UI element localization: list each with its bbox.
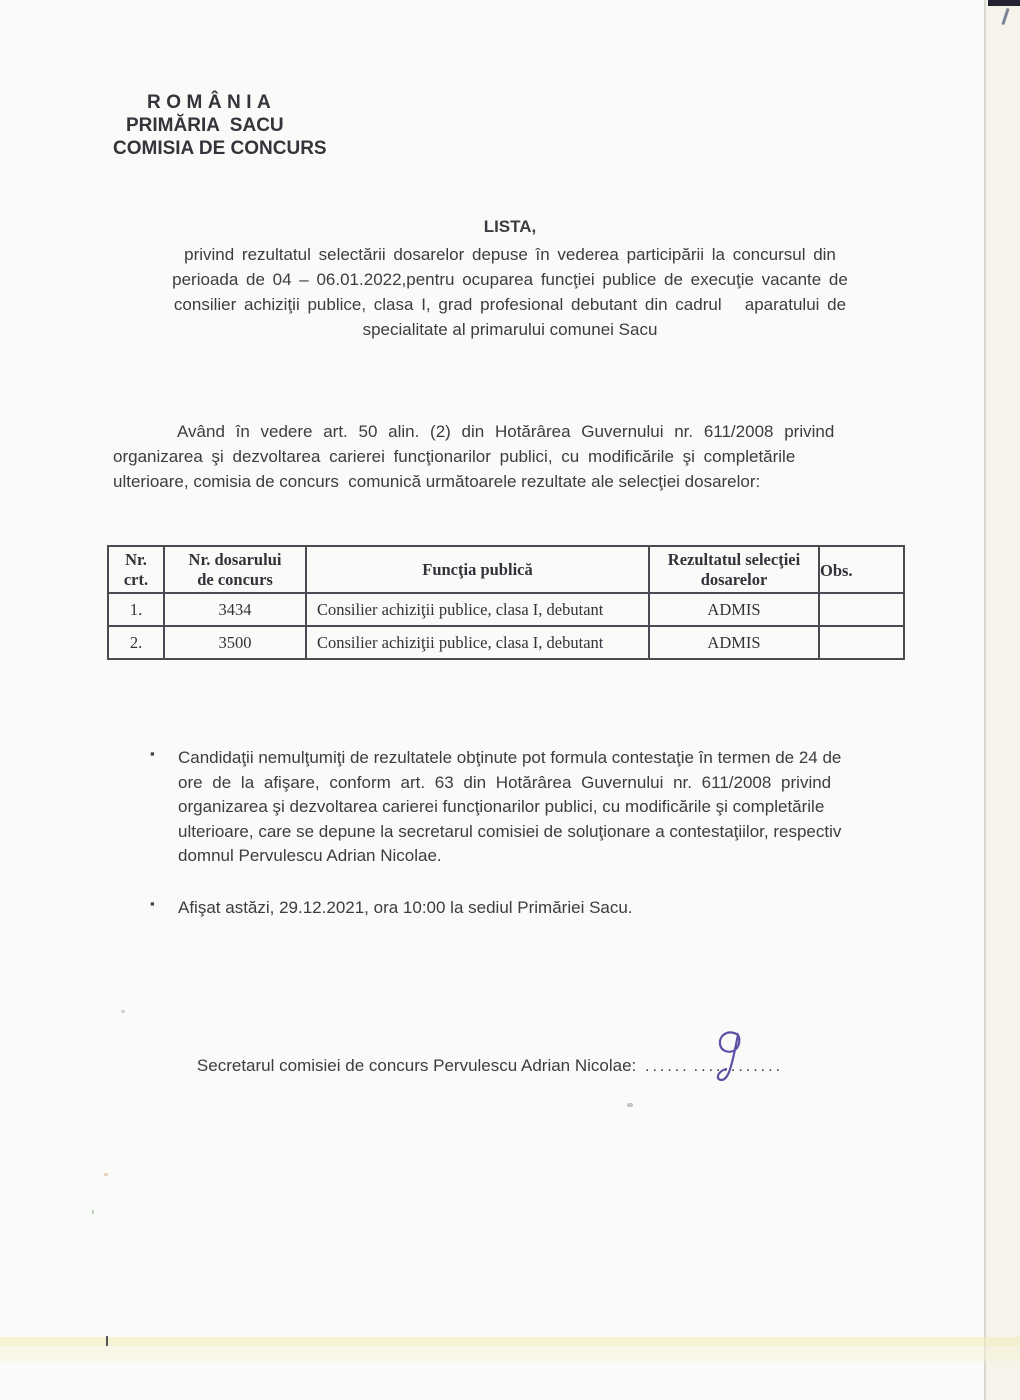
scan-yellow-band (0, 1337, 1020, 1346)
list-title: LISTA, (483, 217, 537, 236)
cell-obs (820, 594, 903, 625)
cell-nr: 2. (109, 627, 165, 658)
cell-nr: 1. (109, 594, 165, 625)
title-line: perioada de 04 – 06.01.2022,pentru ocuparea funcţiei publice de execuţie vacante de (172, 270, 848, 289)
letterhead (113, 91, 327, 160)
title-line: privind rezultatul selectării dosarelor depuse în vederea participării la concursul din (184, 245, 836, 264)
header-cell-functia (307, 547, 650, 592)
scan-page-edge-line (984, 0, 986, 1400)
scan-speck (104, 1173, 108, 1176)
scan-speck (121, 1010, 125, 1013)
header-cell-nr-crt (109, 547, 165, 592)
header-cell-nr-dosar (165, 547, 307, 592)
signature-dotted-line: ............ (693, 1058, 784, 1075)
header-text: Obs. (820, 560, 853, 580)
scan-corner-artifact (988, 0, 1020, 6)
signature-label: Secretarul comisiei de concurs Pervulescu Adrian Nicolae: (196, 1056, 641, 1075)
bullet-line: organizarea şi dezvoltarea carierei funcţionarilor publici, cu modificările şi completările (178, 797, 825, 816)
header-text: Nr. dosarului (188, 549, 282, 569)
header-cell-rezultat (650, 547, 820, 592)
cell-dosar: 3434 (165, 594, 307, 625)
cell-rezultat: ADMIS (650, 594, 820, 625)
signature-ink-icon (712, 1028, 748, 1084)
signature-dotted-line: ...... (645, 1058, 690, 1075)
header-text: de concurs (197, 569, 273, 589)
table-header-row (109, 547, 903, 594)
cell-functia: Consilier achiziţii publice, clasa I, debutant (307, 627, 650, 658)
header-text: dosarelor (700, 569, 768, 589)
table-row (109, 594, 903, 627)
scan-speck (92, 1210, 94, 1214)
bullet-line: ore de la afişare, conform art. 63 din Hotărârea Guvernului nr. 611/2008 privind (178, 772, 832, 792)
title-line: specialitate al primarului comunei Sacu (362, 320, 658, 339)
title-line: consilier achiziţii publice, clasa I, grad profesional debutant din cadrul aparatului de (173, 295, 847, 314)
signature-row (178, 1036, 783, 1116)
bullet-square-icon: ▪ (150, 896, 155, 911)
header-text: Rezultatul selecţiei (667, 549, 801, 569)
scan-edge-strip (986, 0, 1020, 1400)
header-text: Funcţia publică (422, 559, 533, 579)
country-name: ROMÂNIA (147, 92, 277, 113)
scan-yellow-band-soft (0, 1346, 1020, 1361)
bullet-line: domnul Pervulescu Adrian Nicolae. (178, 846, 442, 865)
institution-name: PRIMĂRIA SACU (126, 115, 284, 136)
cell-obs (820, 627, 903, 658)
scan-tick-mark (106, 1336, 108, 1346)
intro-paragraph (113, 419, 903, 494)
document-title-block (110, 214, 910, 342)
cell-rezultat: ADMIS (650, 627, 820, 658)
bullet-item-contestation (150, 746, 900, 869)
bullet-square-icon: ▪ (150, 746, 155, 761)
header-text: Nr. (125, 549, 147, 569)
table-row (109, 627, 903, 658)
intro-line: Având în vedere art. 50 alin. (2) din Hotărârea Guvernului nr. 611/2008 privind (177, 422, 835, 441)
cell-functia: Consilier achiziţii publice, clasa I, debutant (307, 594, 650, 625)
intro-line: organizarea şi dezvoltarea carierei funcţionarilor publici, cu modificările şi completările (113, 447, 796, 466)
header-text: crt. (123, 569, 149, 589)
bullet-line: ulterioare, care se depune la secretarul comisiei de soluţionare a contestaţiilor, respectiv (178, 821, 842, 841)
results-table (107, 545, 905, 660)
committee-name: COMISIA DE CONCURS (113, 138, 327, 159)
cell-dosar: 3500 (165, 627, 307, 658)
bullet-item-posting-date (150, 896, 900, 921)
bullet-line: Afişat astăzi, 29.12.2021, ora 10:00 la sediul Primăriei Sacu. (178, 898, 633, 917)
handwritten-signature (684, 1008, 748, 1109)
bullet-line: Candidaţii nemulţumiţi de rezultatele obţinute pot formula contestaţie în termen de 24 de (178, 748, 842, 767)
intro-line: ulterioare, comisia de concurs comunică următoarele rezultate ale selecţiei dosarelor: (113, 472, 761, 491)
header-cell-obs (820, 547, 903, 592)
